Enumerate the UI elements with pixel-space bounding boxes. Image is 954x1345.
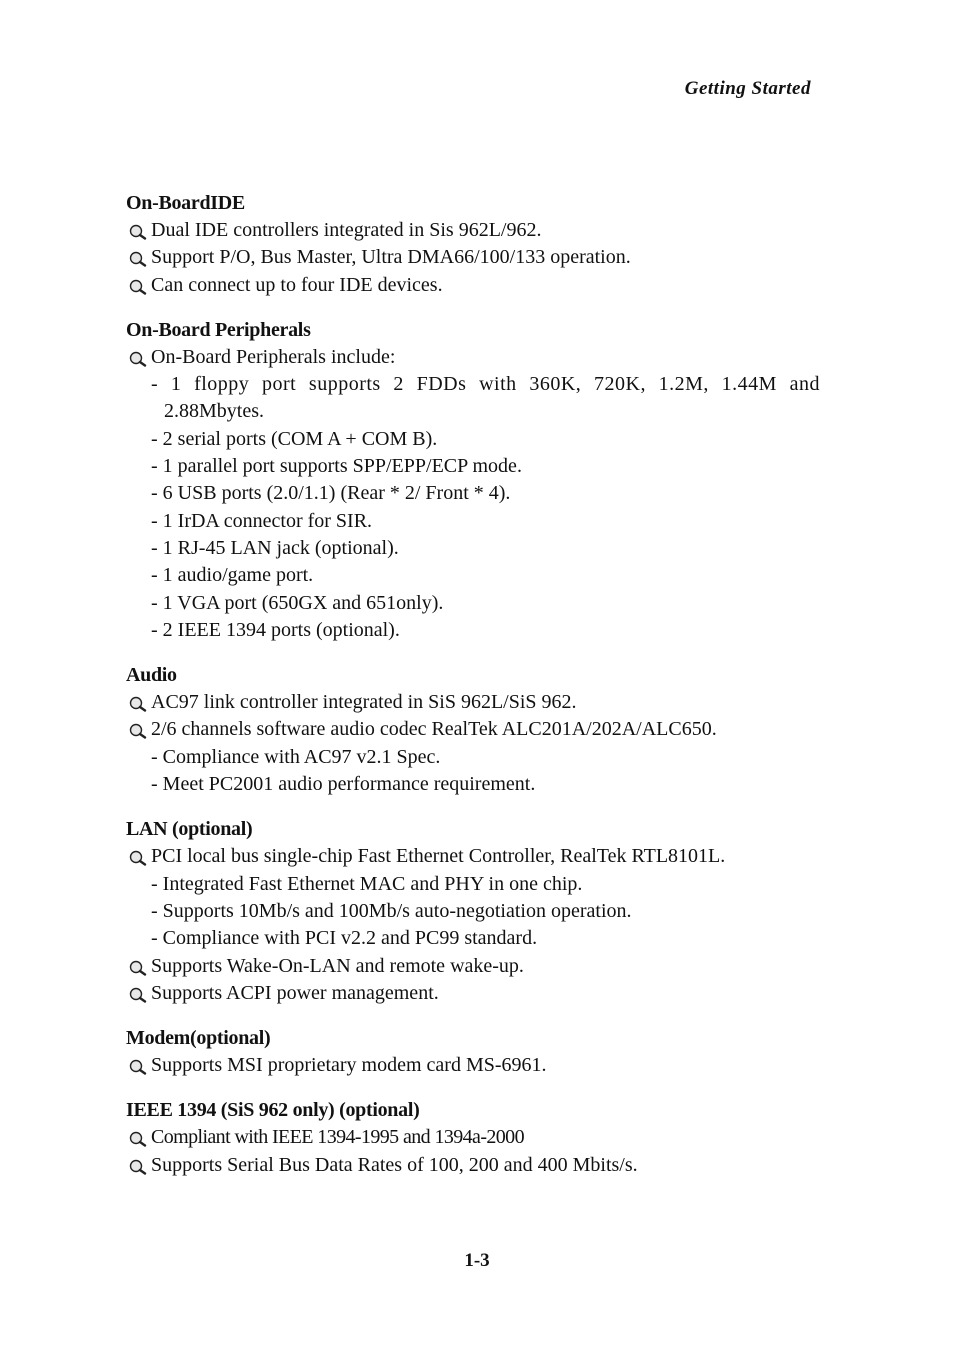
magnifier-icon [128, 251, 148, 267]
sub-item: - 1 IrDA connector for SIR. [151, 509, 373, 532]
magnifier-icon [128, 351, 148, 367]
section-onboard-peripherals [126, 317, 826, 644]
bullet-item: On-Board Peripherals include: [126, 344, 826, 371]
section-onboard-ide [126, 190, 826, 299]
section-modem [126, 1025, 826, 1079]
sub-item-continuation: 2.88Mbytes. [164, 400, 264, 423]
page-number: 1-3 [464, 1250, 490, 1271]
section-heading: Audio [126, 664, 177, 687]
sub-item: - 1 parallel port supports SPP/EPP/ECP mode. [151, 455, 522, 478]
magnifier-icon [128, 279, 148, 295]
section-heading: IEEE 1394 (SiS 962 only) (optional) [126, 1099, 420, 1122]
magnifier-icon [128, 224, 148, 240]
magnifier-icon [128, 987, 148, 1003]
section-audio [126, 662, 826, 798]
sub-item: - Supports 10Mb/s and 100Mb/s auto-negotiation operation. [151, 899, 632, 922]
sub-item: - 6 USB ports (2.0/1.1) (Rear * 2/ Front * 4). [151, 482, 511, 505]
section-heading: On-BoardIDE [126, 192, 245, 214]
bullet-item: Supports ACPI power management. [126, 980, 826, 1007]
bullet-item: Can connect up to four IDE devices. [126, 272, 826, 299]
bullet-item: Dual IDE controllers integrated in Sis 962L/962. [126, 217, 826, 244]
section-heading: On-Board Peripherals [126, 318, 311, 341]
bullet-item: AC97 link controller integrated in SiS 962L/SiS 962. [126, 689, 826, 716]
bullet-item: Supports MSI proprietary modem card MS-6961. [126, 1052, 826, 1079]
sub-item: - 1 audio/game port. [151, 564, 314, 587]
sub-item: - Meet PC2001 audio performance requirement. [151, 773, 536, 796]
sub-item: - Compliance with PCI v2.2 and PC99 standard. [151, 927, 538, 950]
sub-item: - 1 floppy port supports 2 FDDs with 360K, 720K, 1.2M, 1.44M and [151, 373, 820, 396]
bullet-item: 2/6 channels software audio codec RealTek ALC201A/202A/ALC650. [126, 716, 826, 743]
magnifier-icon [128, 1159, 148, 1175]
running-header: Getting Started [684, 78, 811, 99]
bullet-item: Compliant with IEEE 1394-1995 and 1394a-2000 [126, 1124, 826, 1151]
magnifier-icon [128, 723, 148, 739]
sub-item: - 1 VGA port (650GX and 651only). [151, 591, 444, 614]
bullet-item: Support P/O, Bus Master, Ultra DMA66/100/133 operation. [126, 244, 826, 271]
magnifier-icon [128, 1131, 148, 1147]
bullet-item: Supports Serial Bus Data Rates of 100, 200 and 400 Mbits/s. [126, 1152, 826, 1179]
sub-item: - Integrated Fast Ethernet MAC and PHY in one chip. [151, 872, 583, 895]
magnifier-icon [128, 696, 148, 712]
sub-item: - 2 IEEE 1394 ports (optional). [151, 618, 400, 641]
sub-item: - Compliance with AC97 v2.1 Spec. [151, 745, 441, 768]
bullet-item: PCI local bus single-chip Fast Ethernet Controller, RealTek RTL8101L. [126, 843, 826, 870]
sub-item: - 2 serial ports (COM A + COM B). [151, 427, 438, 450]
section-heading: Modem(optional) [126, 1027, 271, 1050]
magnifier-icon [128, 960, 148, 976]
spec-content [126, 190, 826, 1197]
bullet-item: Supports Wake-On-LAN and remote wake-up. [126, 953, 826, 980]
section-heading: LAN (optional) [126, 818, 253, 841]
magnifier-icon [128, 1059, 148, 1075]
magnifier-icon [128, 850, 148, 866]
section-lan [126, 816, 826, 1007]
section-ieee1394 [126, 1097, 826, 1179]
sub-item: - 1 RJ-45 LAN jack (optional). [151, 536, 399, 559]
